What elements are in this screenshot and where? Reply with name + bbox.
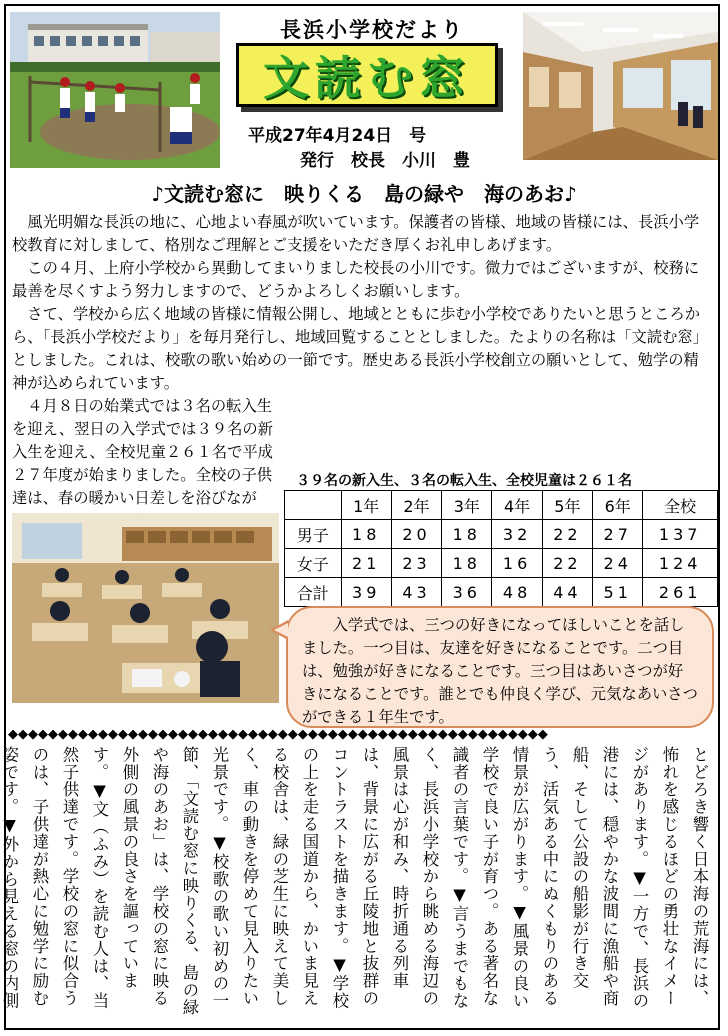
corridor-photo xyxy=(523,12,718,160)
playground-photo xyxy=(10,12,220,168)
table-cell: 44 xyxy=(542,578,592,607)
vertical-column-text: とどろき響く日本海の荒海には、怖れを感じるほどの勇壮なイメージがあります。▼一方で、長浜の港には、穏やかな波間に漁船や商船、そして公設の船影が行き交う、活気ある中にぬくもりのある情景が広がります。▼風景の良い学校で良い子が育つ。ある著名な識者の言葉です。▼言うまでもなく、長浜小学校から眺める海辺の風景は心が和み、時折通る列車は、背景に広がる丘陵地と抜群のコントラストを描きます。▼学校の上を走る国道から、かいま見える校舎は、緑の芝生に映えて美しく、車の動きを停めて見入りたい光景です。▼校歌の歌い初めの一節、「文読む窓に映りくる、島の緑や海のあお」は、学校の窓に映る外側の風景の良さを謳っています。▼文（ふみ）を読む人は、当然子供達です。学校の窓に似合うのは、子供達が熱心に勉学に励む姿です。▼外から見える窓の内側 xyxy=(0,746,709,1017)
column-header: 6年 xyxy=(593,491,643,520)
intro-paragraph: 風光明媚な長浜の地に、心地よい春風が吹いています。保護者の皆様、地域の皆様には、長浜小学校教育に対しまして、格別なご理解とご支援をいただき厚くお礼申しあげます。 xyxy=(12,213,700,254)
table-cell: 16 xyxy=(492,549,542,578)
publisher: 発行 校長 小川 豊 xyxy=(300,151,470,171)
intro-paragraph: さて、学校から広く地域の皆様に情報公開し、地域とともに歩む小学校でありたいと思うところから、「長浜小学校だより」を毎月発行し、地域回覧することとしました。たよりの名称は「文読む窓」としました。これは、校歌の歌い始めの一節です。歴史ある長浜小学校創立の願いとして、勉学の精神が込められています。 xyxy=(12,305,709,392)
speech-bubble-tail-fill xyxy=(274,623,288,637)
table-cell: 36 xyxy=(442,578,492,607)
table-cell: 22 xyxy=(542,549,592,578)
table-cell: 48 xyxy=(492,578,542,607)
column-header: 1年 xyxy=(341,491,391,520)
classroom-photo xyxy=(12,513,279,703)
masthead-title: 文読む窓 xyxy=(263,51,471,105)
table-row xyxy=(285,578,718,607)
table-cell: 39 xyxy=(341,578,391,607)
table-cell: 18 xyxy=(341,520,391,549)
table-cell: 24 xyxy=(593,549,643,578)
speech-bubble-text: 入学式では、三つの好きになってほしいことを話しました。一つ目は、友達を好きになることです。二つ目は、勉強が好きになることです。三つ目はあいさつが好きになることです。誰とでも仲良く学び、元気なあいさつができる１年生です。 xyxy=(302,616,698,726)
table-row xyxy=(285,520,718,549)
row-label: 男子 xyxy=(285,520,342,549)
speech-bubble xyxy=(286,606,714,728)
column-header: 2年 xyxy=(391,491,441,520)
column-header: 4年 xyxy=(492,491,542,520)
table-header-row xyxy=(285,491,718,520)
table-cell: 32 xyxy=(492,520,542,549)
diamond-divider: ◆◆◆◆◆◆◆◆◆◆◆◆◆◆◆◆◆◆◆◆◆◆◆◆◆◆◆◆◆◆◆◆◆◆◆◆◆◆◆◆◆◆◆◆◆◆◆◆◆◆◆◆◆◆ xyxy=(8,727,548,742)
column-header: 5年 xyxy=(542,491,592,520)
table-cell: 21 xyxy=(341,549,391,578)
table-cell: 20 xyxy=(391,520,441,549)
column-header: 3年 xyxy=(442,491,492,520)
table-cell: 43 xyxy=(391,578,441,607)
table-cell: 51 xyxy=(593,578,643,607)
table-cell: 22 xyxy=(542,520,592,549)
table-caption: ３９名の新入生、３名の転入生、全校児童は２６１名 xyxy=(296,473,632,489)
enrollment-table xyxy=(284,490,718,607)
table-cell: 23 xyxy=(391,549,441,578)
column-header: 全校 xyxy=(643,491,718,520)
intro-paragraph: この４月、上府小学校から異動してまいりました校長の小川です。微力ではございますが、校務に最善を尽くすよう努力しますので、どうかよろしくお願いします。 xyxy=(12,259,700,300)
row-label: 女子 xyxy=(285,549,342,578)
column-header xyxy=(285,491,342,520)
table-cell: 18 xyxy=(442,549,492,578)
table-cell: 18 xyxy=(442,520,492,549)
issue-date: 平成27年4月24日 号 xyxy=(248,126,427,146)
newsletter-name: 長浜小学校だより xyxy=(280,18,464,42)
table-cell: 137 xyxy=(643,520,718,549)
intro-paragraph: ４月８日の始業式では３名の転入生を迎え、翌日の入学式では３９名の新入生を迎え、全校児童２６１名で平成２７年度が始まりました。全校の子供達は、春の暖かい日差しを浴びなが xyxy=(12,397,273,507)
table-cell: 124 xyxy=(643,549,718,578)
table-row xyxy=(285,549,718,578)
table-cell: 261 xyxy=(643,578,718,607)
headline: ♪文読む窓に 映りくる 島の緑や 海のあお♪ xyxy=(151,182,577,206)
masthead-box xyxy=(236,43,498,107)
table-cell: 27 xyxy=(593,520,643,549)
row-label: 合計 xyxy=(285,578,342,607)
